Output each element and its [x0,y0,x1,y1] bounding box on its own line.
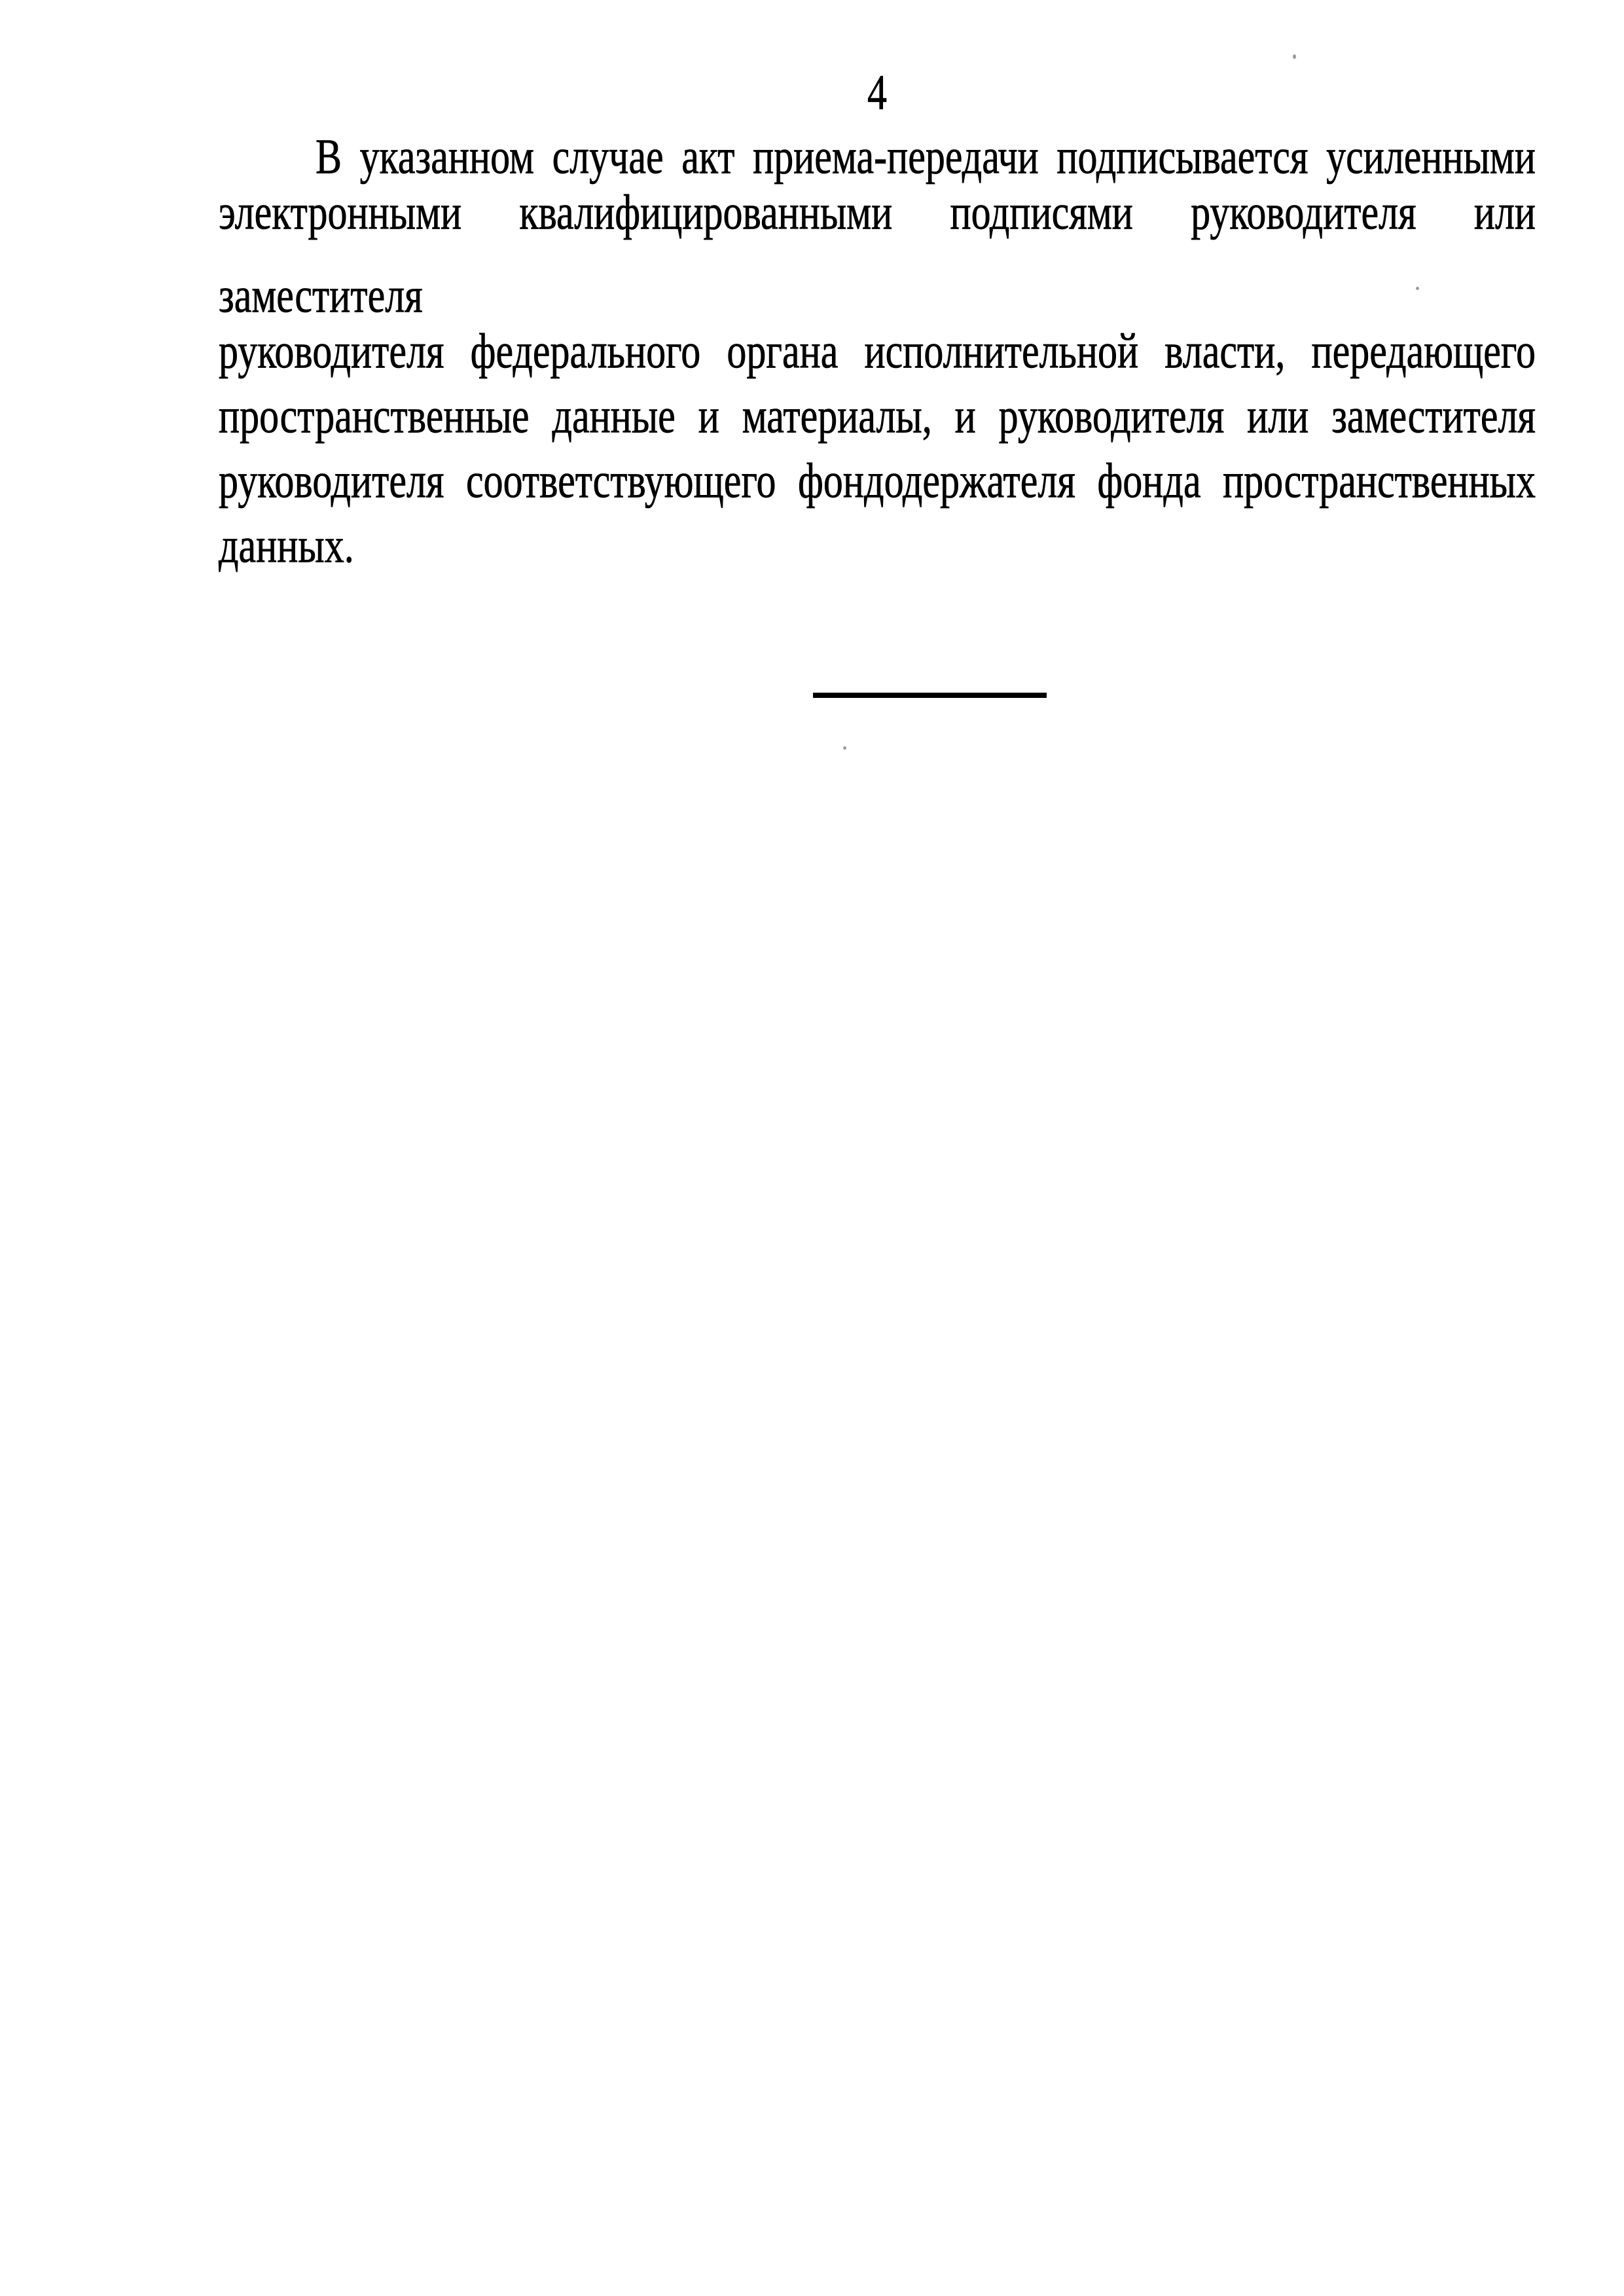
body-paragraph [219,124,1536,578]
scan-speck [1293,54,1296,59]
scan-speck [1416,287,1419,290]
paragraph-line: руководителя федерального органа исполнительной власти, передающего [219,323,1536,379]
paragraph-line: В указанном случае акт приема-передачи подписывается усиленными [316,128,1536,185]
scan-speck [843,746,846,750]
paragraph-line: пространственные данные и материалы, и руководителя или заместителя [219,388,1536,444]
paragraph-line: электронными квалифицированными подписями руководителя или заместителя [219,184,1536,323]
page-number: 4 [867,64,887,120]
paragraph-line: данных. [219,517,354,574]
paragraph-line: руководителя соответствующего фондодержателя фонда пространственных [219,452,1536,509]
signature-separator-line [813,693,1047,698]
